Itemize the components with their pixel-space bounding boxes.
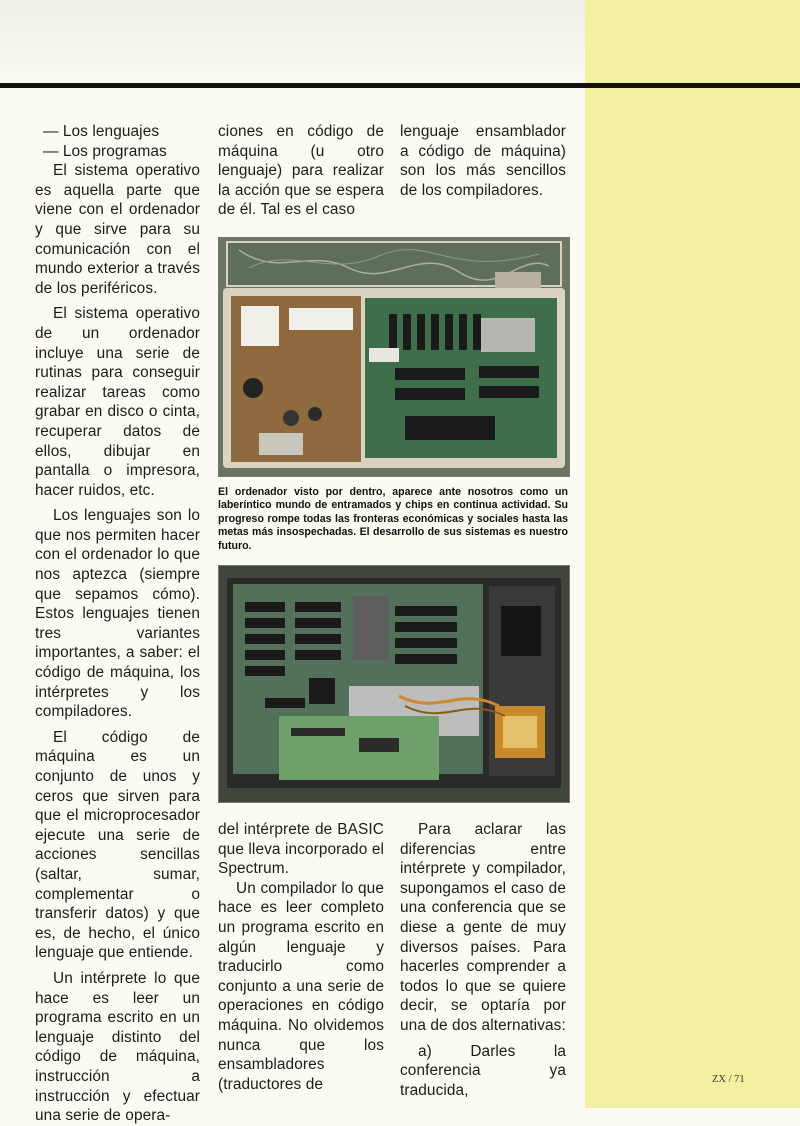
- paragraph: ciones en código de máquina (u otro lenguaje) para realizar la acción que se espera de él. Tal es el caso: [218, 123, 384, 219]
- column-3-bottom: [400, 820, 566, 1100]
- photo-computer-interior: [218, 237, 570, 477]
- paragraph: El sistema operativo de un ordenador incluye una serie de rutinas para conseguir realizar tareas como grabar en disco o cinta, recuperar datos de ellos, dibujar en pantalla o impresora, hacer ruidos, etc.: [35, 305, 200, 499]
- paragraph: El código de máquina es un conjunto de unos y ceros que sirven para que el microprocesador ejecute una serie de acciones sencillas (saltar, sumar, complementar o transferir datos) y que es, de hecho, el único lenguaje que entiende.: [35, 728, 200, 962]
- column-2-bottom: [218, 820, 384, 1094]
- circuit-board-illustration: [219, 238, 569, 476]
- figure-caption: El ordenador visto por dentro, aparece ante nosotros como un laberíntico mundo de entramados y chips en continua actividad. Su progreso rompe todas las fronteras económicas y sociales hasta las metas más insospechadas. El desarrollo de sus sistemas es nuestro futuro.: [218, 486, 568, 552]
- yellow-side-band: [585, 0, 800, 1108]
- open-case-illustration: [219, 566, 569, 802]
- page-number: ZX / 71: [712, 1074, 745, 1085]
- paragraph: Los lenguajes son lo que nos permiten hacer con el ordenador lo que nos aptezca (siempre que sepamos cómo). Estos lenguajes tienen tres variantes importantes, a saber: el código de máquina, los intérpretes y los compiladores.: [35, 507, 200, 721]
- paragraph: a) Darles la conferencia ya traducida,: [400, 1042, 566, 1099]
- list-item: — Los lenguajes: [43, 123, 160, 140]
- list-item: — Los programas: [43, 142, 167, 160]
- photo-computer-open-case: [218, 565, 570, 803]
- paragraph: del intérprete de BASIC que lleva incorporado el Spectrum.: [218, 821, 384, 878]
- column-3-top: [400, 122, 566, 200]
- column-1: [35, 122, 200, 1126]
- paragraph: El sistema operativo es aquella parte que viene con el ordenador y que sirve para su comunicación con el mundo exterior a través de los periféricos.: [35, 162, 200, 297]
- paragraph: Un compilador lo que hace es leer completo un programa escrito en algún lenguaje y traducirlo como conjunto a una serie de operaciones en código máquina. No olvidemos nunca que los ensambladores (traductores de: [218, 879, 384, 1093]
- paragraph: Un intérprete lo que hace es leer un programa escrito en un lenguaje distinto del código de máquina, instrucción a instrucción y efectuar una serie de opera-: [35, 969, 200, 1125]
- paragraph: Para aclarar las diferencias entre intérprete y compilador, supongamos el caso de una conferencia que se diese a gente de muy diversos países. Para hacerles comprender a todos lo que se quiere decir, se optaría por una de dos alternativas:: [400, 821, 566, 1034]
- top-image-bleed: [0, 0, 585, 80]
- paragraph: lenguaje ensamblador a código de máquina) son los más sencillos de los compiladores.: [400, 123, 566, 199]
- header-rule: [0, 83, 800, 88]
- column-2-top: [218, 122, 384, 220]
